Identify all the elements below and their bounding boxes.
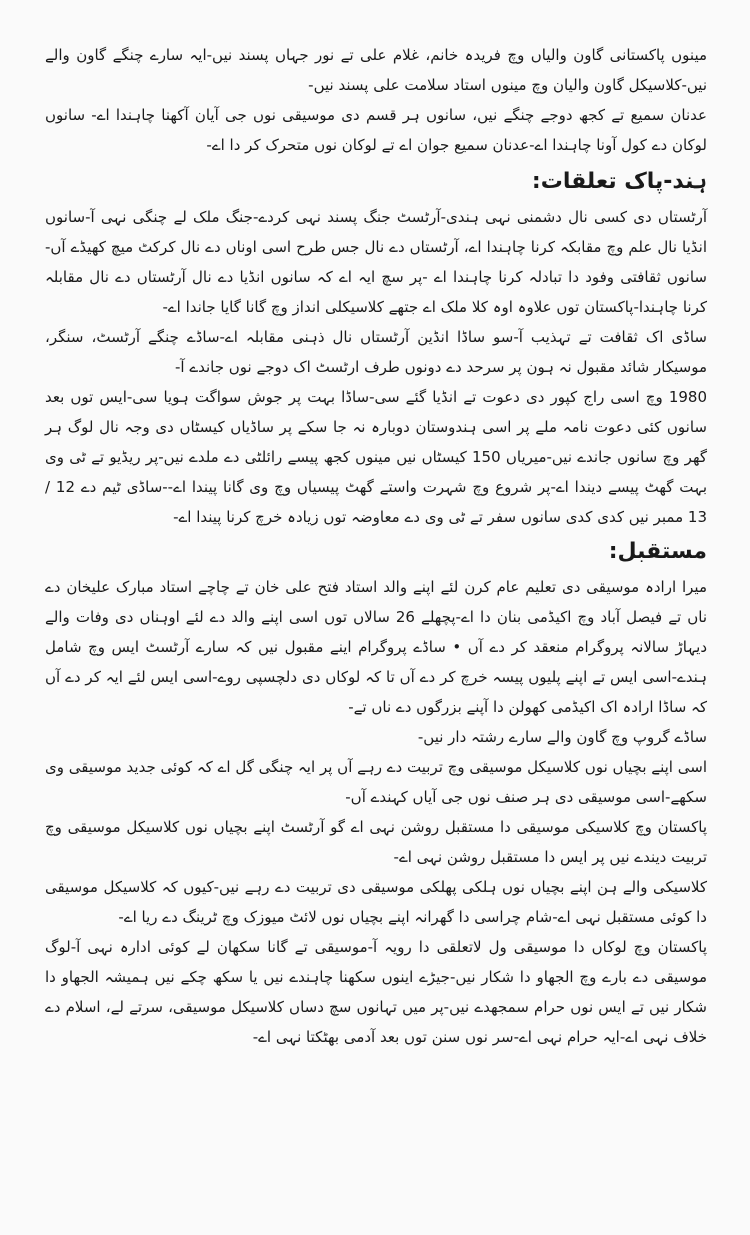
paragraph-light-music-shift: کلاسیکی والے ہن اپنے بچیاں نوں ہلکی پھلکی موسیقی دی تربیت دے رہے نیں-کیوں کہ کلاسیکل موسیقی دا کوئی مستقبل نہی اے-شام چراسی دا گھرانہ اپنے بچیاں نوں لائٹ میوزک وچ ٹرینگ دے ریا اے- (45, 878, 707, 926)
section-heading-future: مستقبل: (608, 539, 707, 564)
paragraph-artists-no-enmity: آرٹستاں دی کسی نال دشمنی نہی ہندی-آرٹسٹ جنگ پسند نہی کردے-جنگ ملک لے چنگی نہی آ-سانوں انڈیا نال علم وچ مقابکہ کرنا چاہندا اے، آرٹستاں دے نال جس طرح اسی اوناں دے نال کرکٹ میچ کھیڈے آں-سانوں ثقافتی وفود دا تبادلہ کرنا چاہندا اے -پر سچ ایہ اے کہ سانوں انڈیا دے نال آرٹستاں دے نال مقابلہ کرنا چاہندا-پاکستان توں علاوہ اوہ کلا ملک اے جتھے کلاسیکلی انداز وچ گانا گایا جاندا اے- (45, 208, 707, 316)
paragraph-1980-india-visit: 1980 وچ اسی راج کپور دی دعوت تے انڈیا گئے سی-ساڈا بہت پر جوش سواگت ہویا سی-ایس توں بعد سانوں کئی دعوت نامہ ملے پر اسی ہندوستان دوبارہ نہ جا سکے پر ساڈیاں کیسٹاں دی وجہ نال لوگ ہر گھر وچ سانوں جاندے نیں-میریاں 150 کیسٹاں نیں مینوں کجھ پیسے رائلٹی دے ملدے نیں-پر ریڈیو تے ٹی وی بہت گھٹ پیسے دیندا اے-پر شروع وچ شہرت واستے گھٹ پیسیاں وچ وی گانا پیندا اے--ساڈی ٹیم دے 12 / 13 ممبر نیں کدی کدی سانوں سفر تے ٹی وی دے معاوضہ توں زیادہ خرچ کرنا پیندا اے- (45, 388, 707, 526)
paragraph-culture-civilization: ساڈی اک ثقافت تے تہذیب آ-سو ساڈا انڈین آرٹستاں نال ذہنی مقابلہ اے-ساڈے چنگے آرٹسٹ، سنگر، موسیکار شائد مقبول نہ ہون پر سرحد دے دونوں طرف ارٹسٹ اک دوجے نوں جاندے آ- (45, 328, 707, 376)
section-heading-indo-pak-relations: ہند-پاک تعلقات: (531, 169, 707, 194)
paragraph-children-training: اسی اپنے بچیاں نوں کلاسیکل موسیقی وچ تربیت دے رہے آں پر ایہ چنگی گل اے کہ کوئی جدید موسیقی وی سکھے-اسی موسیقی دی ہر صنف نوں جی آیاں کہندے آں- (45, 758, 707, 806)
paragraph-classical-future-pakistan: پاکستان وچ کلاسیکی موسیقی دا مستقبل روشن نہی اے گو آرٹسٹ اپنے بچیاں نوں کلاسیکل موسیقی وچ تربیت دیندے نیں پر ایس دا مستقبل روشن نہی اے- (45, 818, 707, 866)
paragraph-music-attitudes: پاکستان وچ لوکاں دا موسیقی ول لاتعلقی دا رویہ آ-موسیقی تے گانا سکھان لے کوئی ادارہ نہی آ-لوگ موسیقی دے بارے وچ الجھاو دا شکار نیں-جیڑے اینوں سکھنا چاہندے نیں یا سکھ چکے نیں ہمیشہ الجھاو دا شکار نیں تے ایس نوں حرام سمجھدے نیں-پر میں تہانوں سچ دساں کلاسیکل موسیقی، سرتے لے، اسلام دے خلاف نہی اے-ایہ حرام نہی اے-سر نوں سنن توں بعد آدمی بھٹکتا نہی اے- (45, 938, 707, 1046)
paragraph-group-relatives: ساڈے گروپ وچ گاون والے سارے رشتہ دار نیں- (417, 728, 707, 746)
paragraph-adnan-sami: عدنان سمیع تے کجھ دوجے چنگے نیں، سانوں ہر قسم دی موسیقی نوں جی آیان آکھنا چاہندا اے- سانوں لوکان دے کول آونا چاہندا اے-عدنان سمیع جوان اے تے لوکان نوں متحرک کر دا اے- (45, 106, 707, 154)
paragraph-favorite-singers: مینوں پاکستانی گاون والیاں وچ فریدہ خانم، غلام علی تے نور جہاں پسند نیں-ایہ سارے چنگے گاون والے نیں-کلاسیکل گاون والیان وچ مینوں استاد سلامت علی پسند نیں- (45, 46, 707, 94)
paragraph-academy-plan: میرا ارادہ موسیقی دی تعلیم عام کرن لئے اپنے والد استاد فتح علی خان تے چاچے استاد مبارک علیخان دے ناں تے فیصل آباد وچ اکیڈمی بنان دا اے-پچھلے 26 سالاں توں اسی اپنے والد دے لئے اوہناں دی وفات والے دیہاڑ سالانہ پروگرام منعقد کر دے آں • ساڈے پروگرام اینے مقبول نیں کہ سارے آرٹسٹ ایس وچ شامل ہندے-اسی ایس تے اپنے پلیوں پیسہ خرچ کر دے آں تا کہ لوکاں دی دلچسپی روے-اسی ایس لئے ایہ کر دے آں کہ ساڈا ارادہ اک اکیڈمی کھولن دا آپنے بزرگوں دے ناں تے- (45, 578, 707, 716)
